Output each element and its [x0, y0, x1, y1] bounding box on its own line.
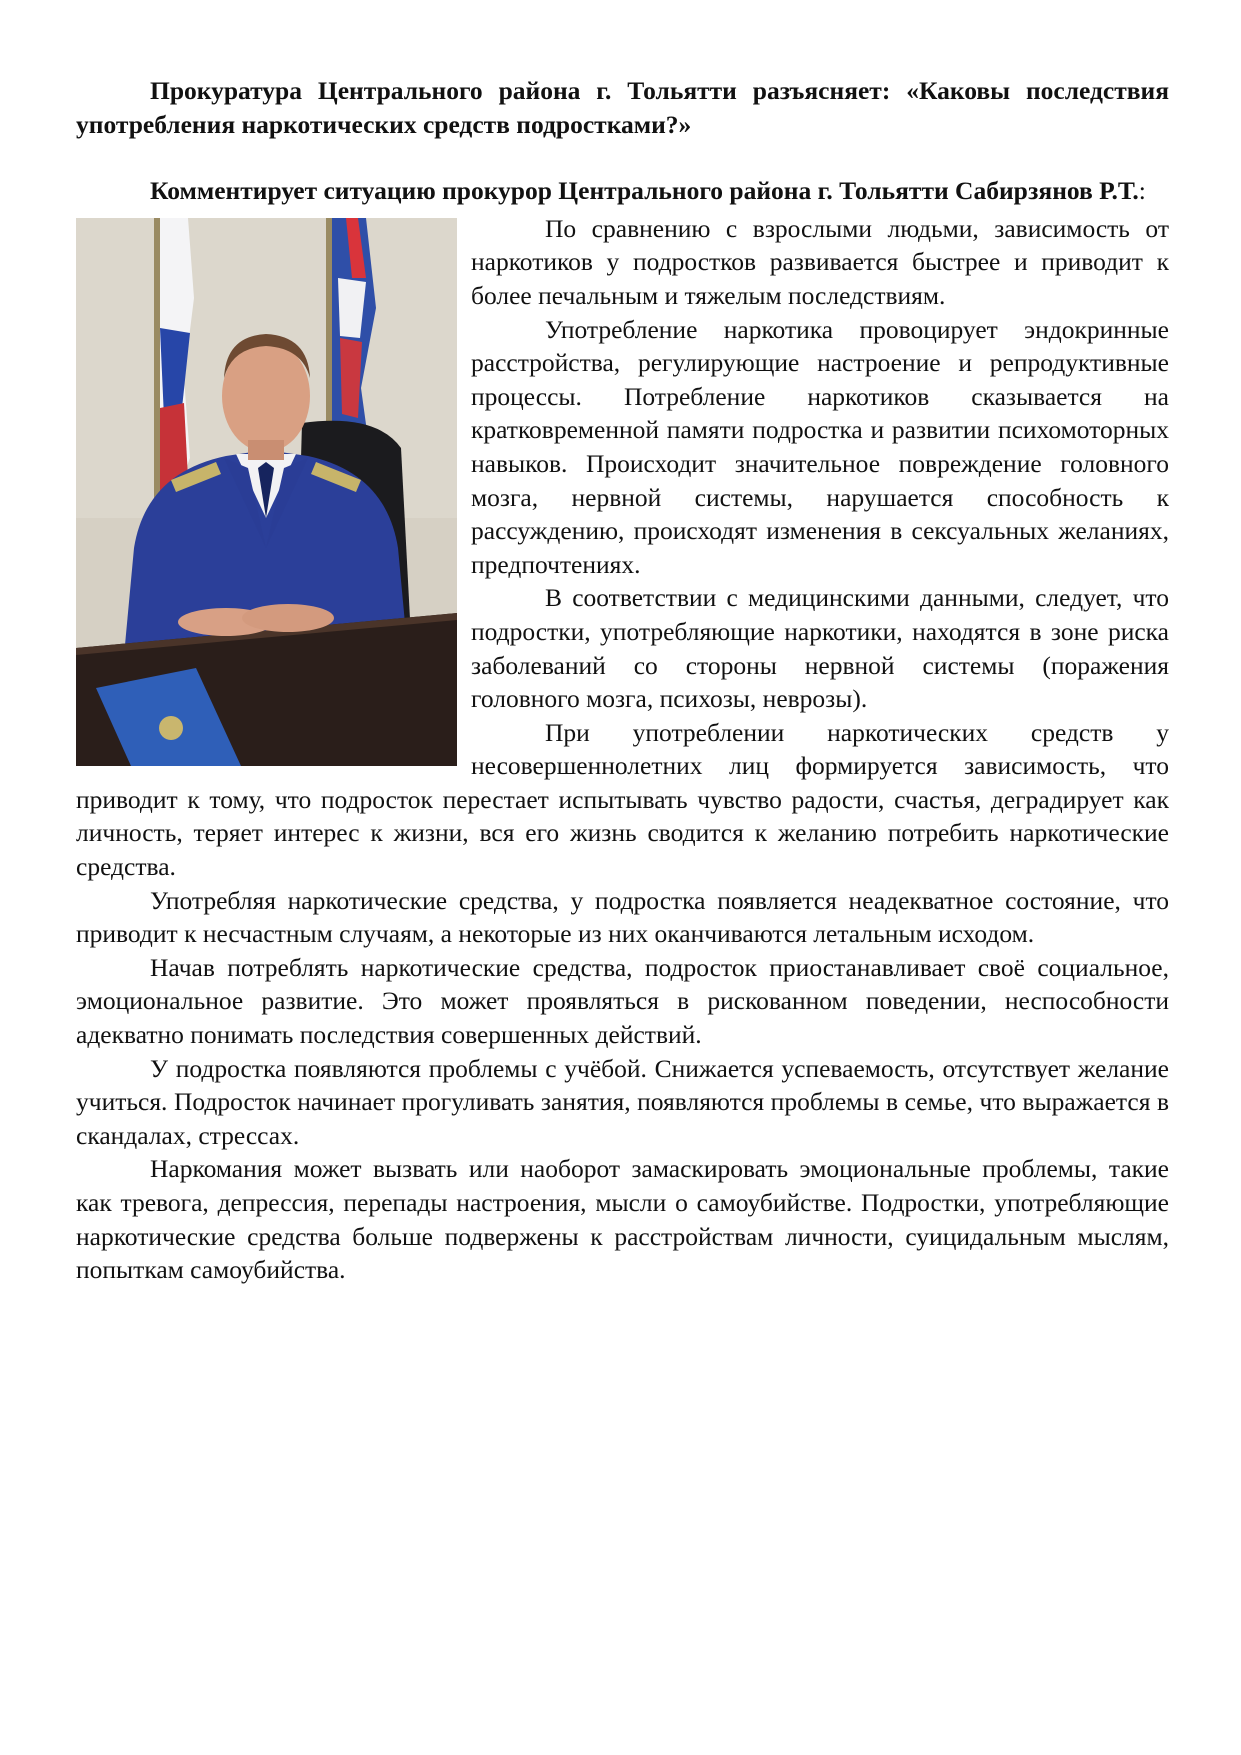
- paragraph-7: У подростка появляются проблемы с учёбой. Снижается успеваемость, отсутствует желание учиться. Подросток начинает прогуливать занятия, появляются проблемы в семье, что выражается в скандалах, стрессах.: [76, 1053, 1169, 1150]
- portrait-illustration: [76, 218, 457, 766]
- paragraph-4: При употреблении наркотических средств у несовершеннолетних лиц формируется зависимость, что приводит к тому, что подросток перестает испытывать чувство радости, счастья, деградирует как личность, теряет интерес к жизни, вся его жизнь сводится к желанию потребить наркотические средства.: [76, 717, 1169, 882]
- commentator-name: Комментирует ситуацию прокурор Центрального района г. Тольятти Сабирзянов Р.Т.: [150, 176, 1139, 206]
- paragraph-2: Употребление наркотика провоцирует эндокринные расстройства, регулирующие настроение и репродуктивные процессы. Потребление наркотиков сказывается на кратковременной памяти подростка и развитии психомоторных навыков. Происходит значительное повреждение головного мозга, нервной системы, нарушается способность к рассуждению, происходят изменения в сексуальных желаниях, предпочтениях.: [471, 314, 1169, 579]
- commentator-line: [76, 174, 1169, 208]
- prosecutor-portrait-photo: [76, 218, 457, 766]
- article-body: [76, 212, 1169, 1287]
- document-page: [76, 74, 1169, 1287]
- document-title: Прокуратура Центрального района г. Тольятти разъясняет: «Каковы последствия употребления наркотических средств подростками?»: [76, 76, 1169, 139]
- commentator-colon: :: [1138, 176, 1146, 206]
- paragraph-3: В соответствии с медицинскими данными, следует, что подростки, употребляющие наркотики, находятся в зоне риска заболеваний со стороны нервной системы (поражения головного мозга, психозы, неврозы).: [471, 583, 1169, 714]
- paragraph-8: Наркомания может вызвать или наоборот замаскировать эмоциональные проблемы, такие как тревога, депрессия, перепады настроения, мысли о самоубийстве. Подростки, употребляющие наркотические средства больше подвержены к расстройствам личности, суицидальным мыслям, попыткам самоубийства.: [76, 1154, 1169, 1285]
- paragraph-1: По сравнению с взрослыми людьми, зависимость от наркотиков у подростков развивается быстрее и приводит к более печальным и тяжелым последствиям.: [471, 213, 1169, 310]
- paragraph-6: Начав потреблять наркотические средства, подросток приостанавливает своё социальное, эмоциональное развитие. Это может проявляться в рискованном поведении, неспособности адекватно понимать последствия совершенных действий.: [76, 952, 1169, 1050]
- paragraph-5: Употребляя наркотические средства, у подростка появляется неадекватное состояние, что приводит к несчастным случаям, а некоторые из них оканчиваются летальным исходом.: [76, 885, 1169, 949]
